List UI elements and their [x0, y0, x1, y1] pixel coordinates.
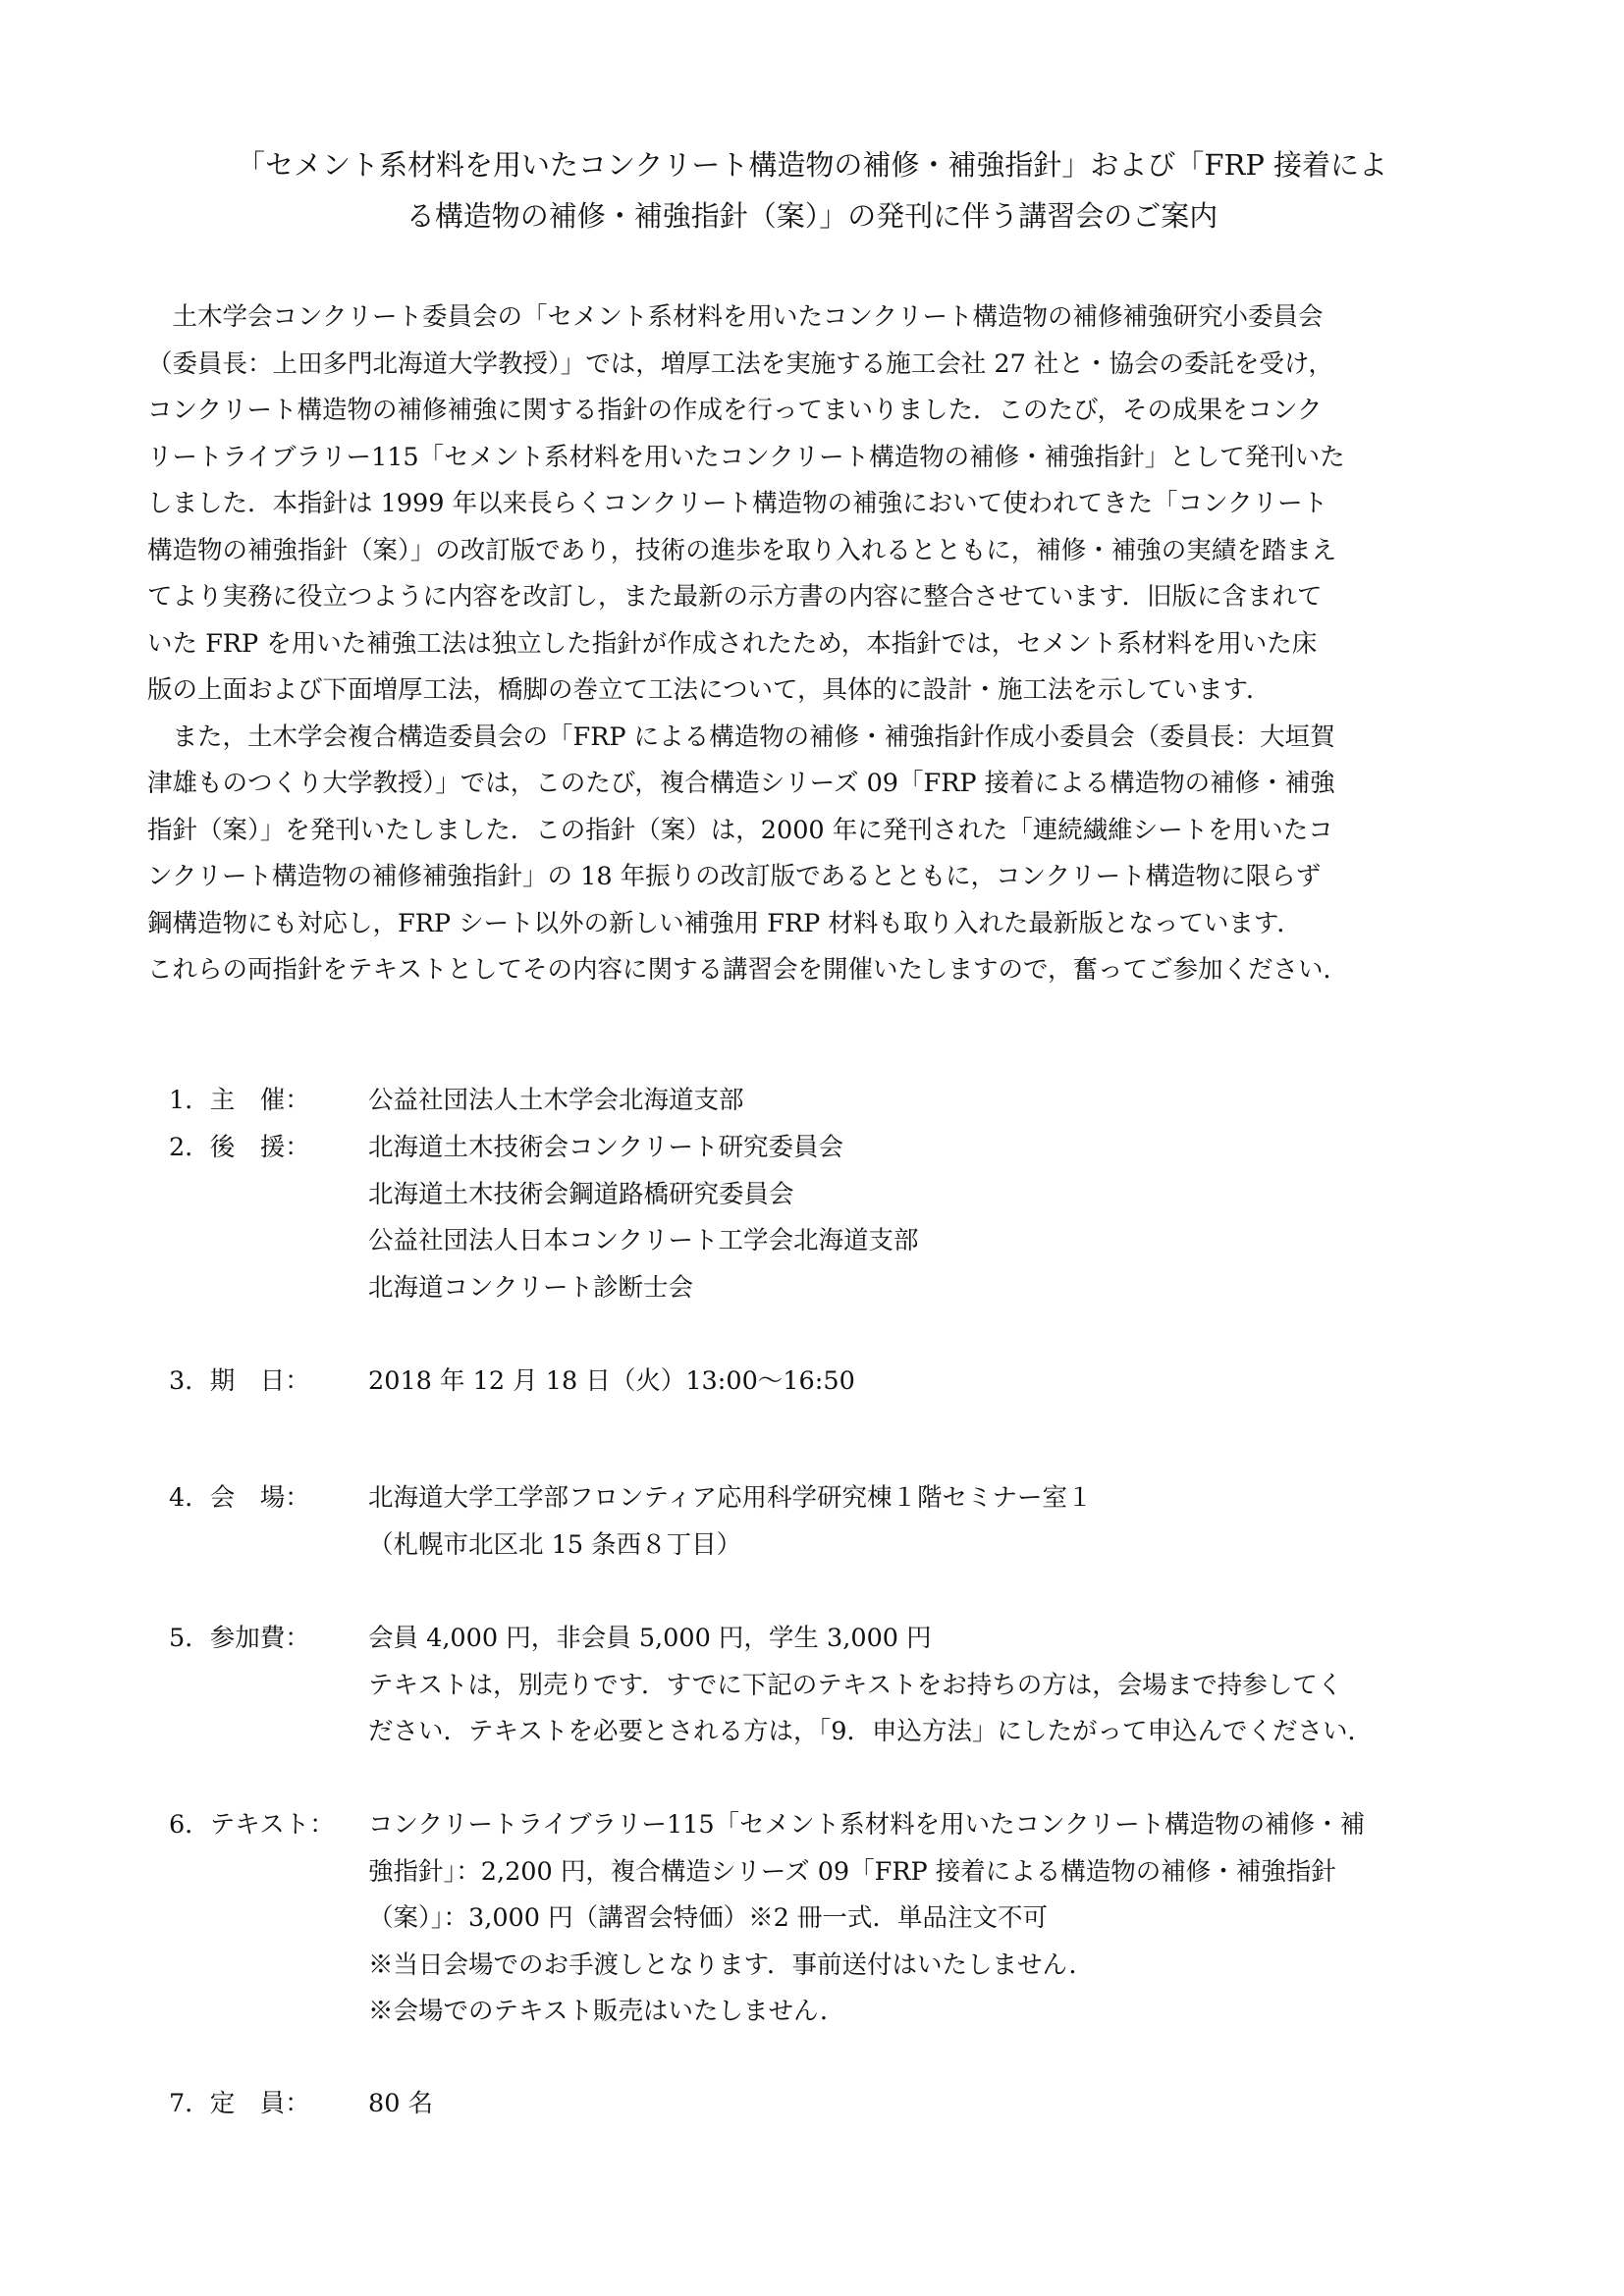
item-line: 2018 年 12 月 18 日（火）13:00～16:50 [368, 1366, 855, 1396]
item-content [368, 1359, 1507, 1406]
intro-line: いた FRP を用いた補強工法は独立した指針が作成されたため，本指針では，セメント系材料を用いた床 [147, 628, 1318, 659]
item-label: 5．参加費： [169, 1624, 310, 1653]
item-line: 80 名 [368, 2089, 434, 2118]
item-content [368, 2081, 1507, 2128]
item-content [368, 1125, 1507, 1311]
item-line: ※会場でのテキスト販売はいたしません． [368, 1997, 845, 2026]
item-line: 北海道土木技術会鋼道路橋研究委員会 [368, 1179, 794, 1209]
item-content [368, 1475, 1507, 1569]
intro-line: 土木学会コンクリート委員会の「セメント系材料を用いたコンクリート構造物の補修補強研究小委員会 [147, 302, 1324, 332]
item-line: 公益社団法人日本コンクリート工学会北海道支部 [368, 1226, 919, 1255]
intro-line: ンクリート構造物の補修補強指針」の 18 年振りの改訂版であるとともに，コンクリート構造物に限らず [147, 862, 1322, 891]
intro-line: 鋼構造物にも対応し，FRP シート以外の新しい補強用 FRP 材料も取り入れた最新版となっています． [147, 908, 1302, 938]
intro-line: てより実務に役立つように内容を改訂し，また最新の示方書の内容に整合させています．旧版に含まれて [147, 582, 1323, 612]
item-label: 4．会 場： [169, 1483, 310, 1513]
item-content [368, 1802, 1507, 2036]
item-label: 3．期 日： [169, 1366, 310, 1396]
intro-line: これらの両指針をテキストとしてその内容に関する講習会を開催いたしますので，奮ってご参加ください． [147, 955, 1348, 985]
item-line: 北海道大学工学部フロンティア応用科学研究棟１階セミナー室１ [368, 1483, 1093, 1513]
item-line: （案）」：3,000 円（講習会特価）※2 冊一式．単品注文不可 [368, 1903, 1048, 1933]
item-label: 7．定 員： [169, 2089, 310, 2118]
item-line: 強指針」：2,200 円，複合構造シリーズ 09「FRP 接着による構造物の補修・補強指針 [368, 1856, 1336, 1887]
item-line: （札幌市北区北 15 条西８丁目） [368, 1529, 742, 1560]
item-content [368, 1078, 1507, 1125]
item-label: 1．主 催： [169, 1086, 310, 1115]
intro-line: 津雄ものつくり大学教授）」では，このたび，複合構造シリーズ 09「FRP 接着による構造物の補修・補強 [147, 769, 1335, 798]
intro-line: また，土木学会複合構造委員会の「FRP による構造物の補修・補強指針作成小委員会（委員長：大垣賀 [147, 721, 1335, 752]
title-line: る構造物の補修・補強指針（案）」の発刊に伴う講習会のご案内 [406, 199, 1218, 233]
intro-line: 構造物の補強指針（案）」の改訂版であり，技術の進歩を取り入れるとともに，補修・補強の実績を踏まえ [147, 535, 1337, 565]
intro-line: （委員長：上田多門北海道大学教授）」では，増厚工法を実施する施工会社 27 社と・協会の委託を受け， [147, 348, 1333, 379]
item-line: ※当日会場でのお手渡しとなります．事前送付はいたしません． [368, 1949, 1094, 1980]
item-line: ださい．テキストを必要とされる方は，「9．申込方法」にしたがって申込んでください． [368, 1717, 1373, 1746]
item-line: 公益社団法人土木学会北海道支部 [368, 1086, 744, 1115]
item-label: 2．後 援： [169, 1133, 310, 1162]
intro-line: 指針（案）」を発刊いたしました．この指針（案）は，2000 年に発刊された「連続繊維シートを用いたコ [147, 815, 1333, 845]
intro-line: コンクリート構造物の補修補強に関する指針の作成を行ってまいりました．このたび，その成果をコンク [147, 396, 1323, 425]
item-label: 6．テキスト： [169, 1810, 335, 1840]
item-line: 北海道コンクリート診断士会 [368, 1272, 693, 1303]
intro-line: しました．本指針は 1999 年以来長らくコンクリート構造物の補強において使われてきた「コンクリート [147, 489, 1328, 518]
item-line: コンクリートライブラリー115「セメント系材料を用いたコンクリート構造物の補修・補 [368, 1810, 1366, 1840]
intro-line: 版の上面および下面増厚工法，橋脚の巻立て工法について，具体的に設計・施工法を示しています． [147, 675, 1272, 705]
item-line: 会員 4,000 円，非会員 5,000 円，学生 3,000 円 [368, 1624, 932, 1653]
title-line: 「セメント系材料を用いたコンクリート構造物の補修・補強指針」および「FRP 接着によ [236, 148, 1388, 182]
item-line: 北海道土木技術会コンクリート研究委員会 [368, 1133, 843, 1162]
item-content [368, 1616, 1507, 1756]
item-line: テキストは，別売りです．すでに下記のテキストをお持ちの方は，会場まで持参してく [368, 1670, 1343, 1700]
intro-line: リートライブラリー115「セメント系材料を用いたコンクリート構造物の補修・補強指針」として発刊いた [147, 442, 1345, 472]
